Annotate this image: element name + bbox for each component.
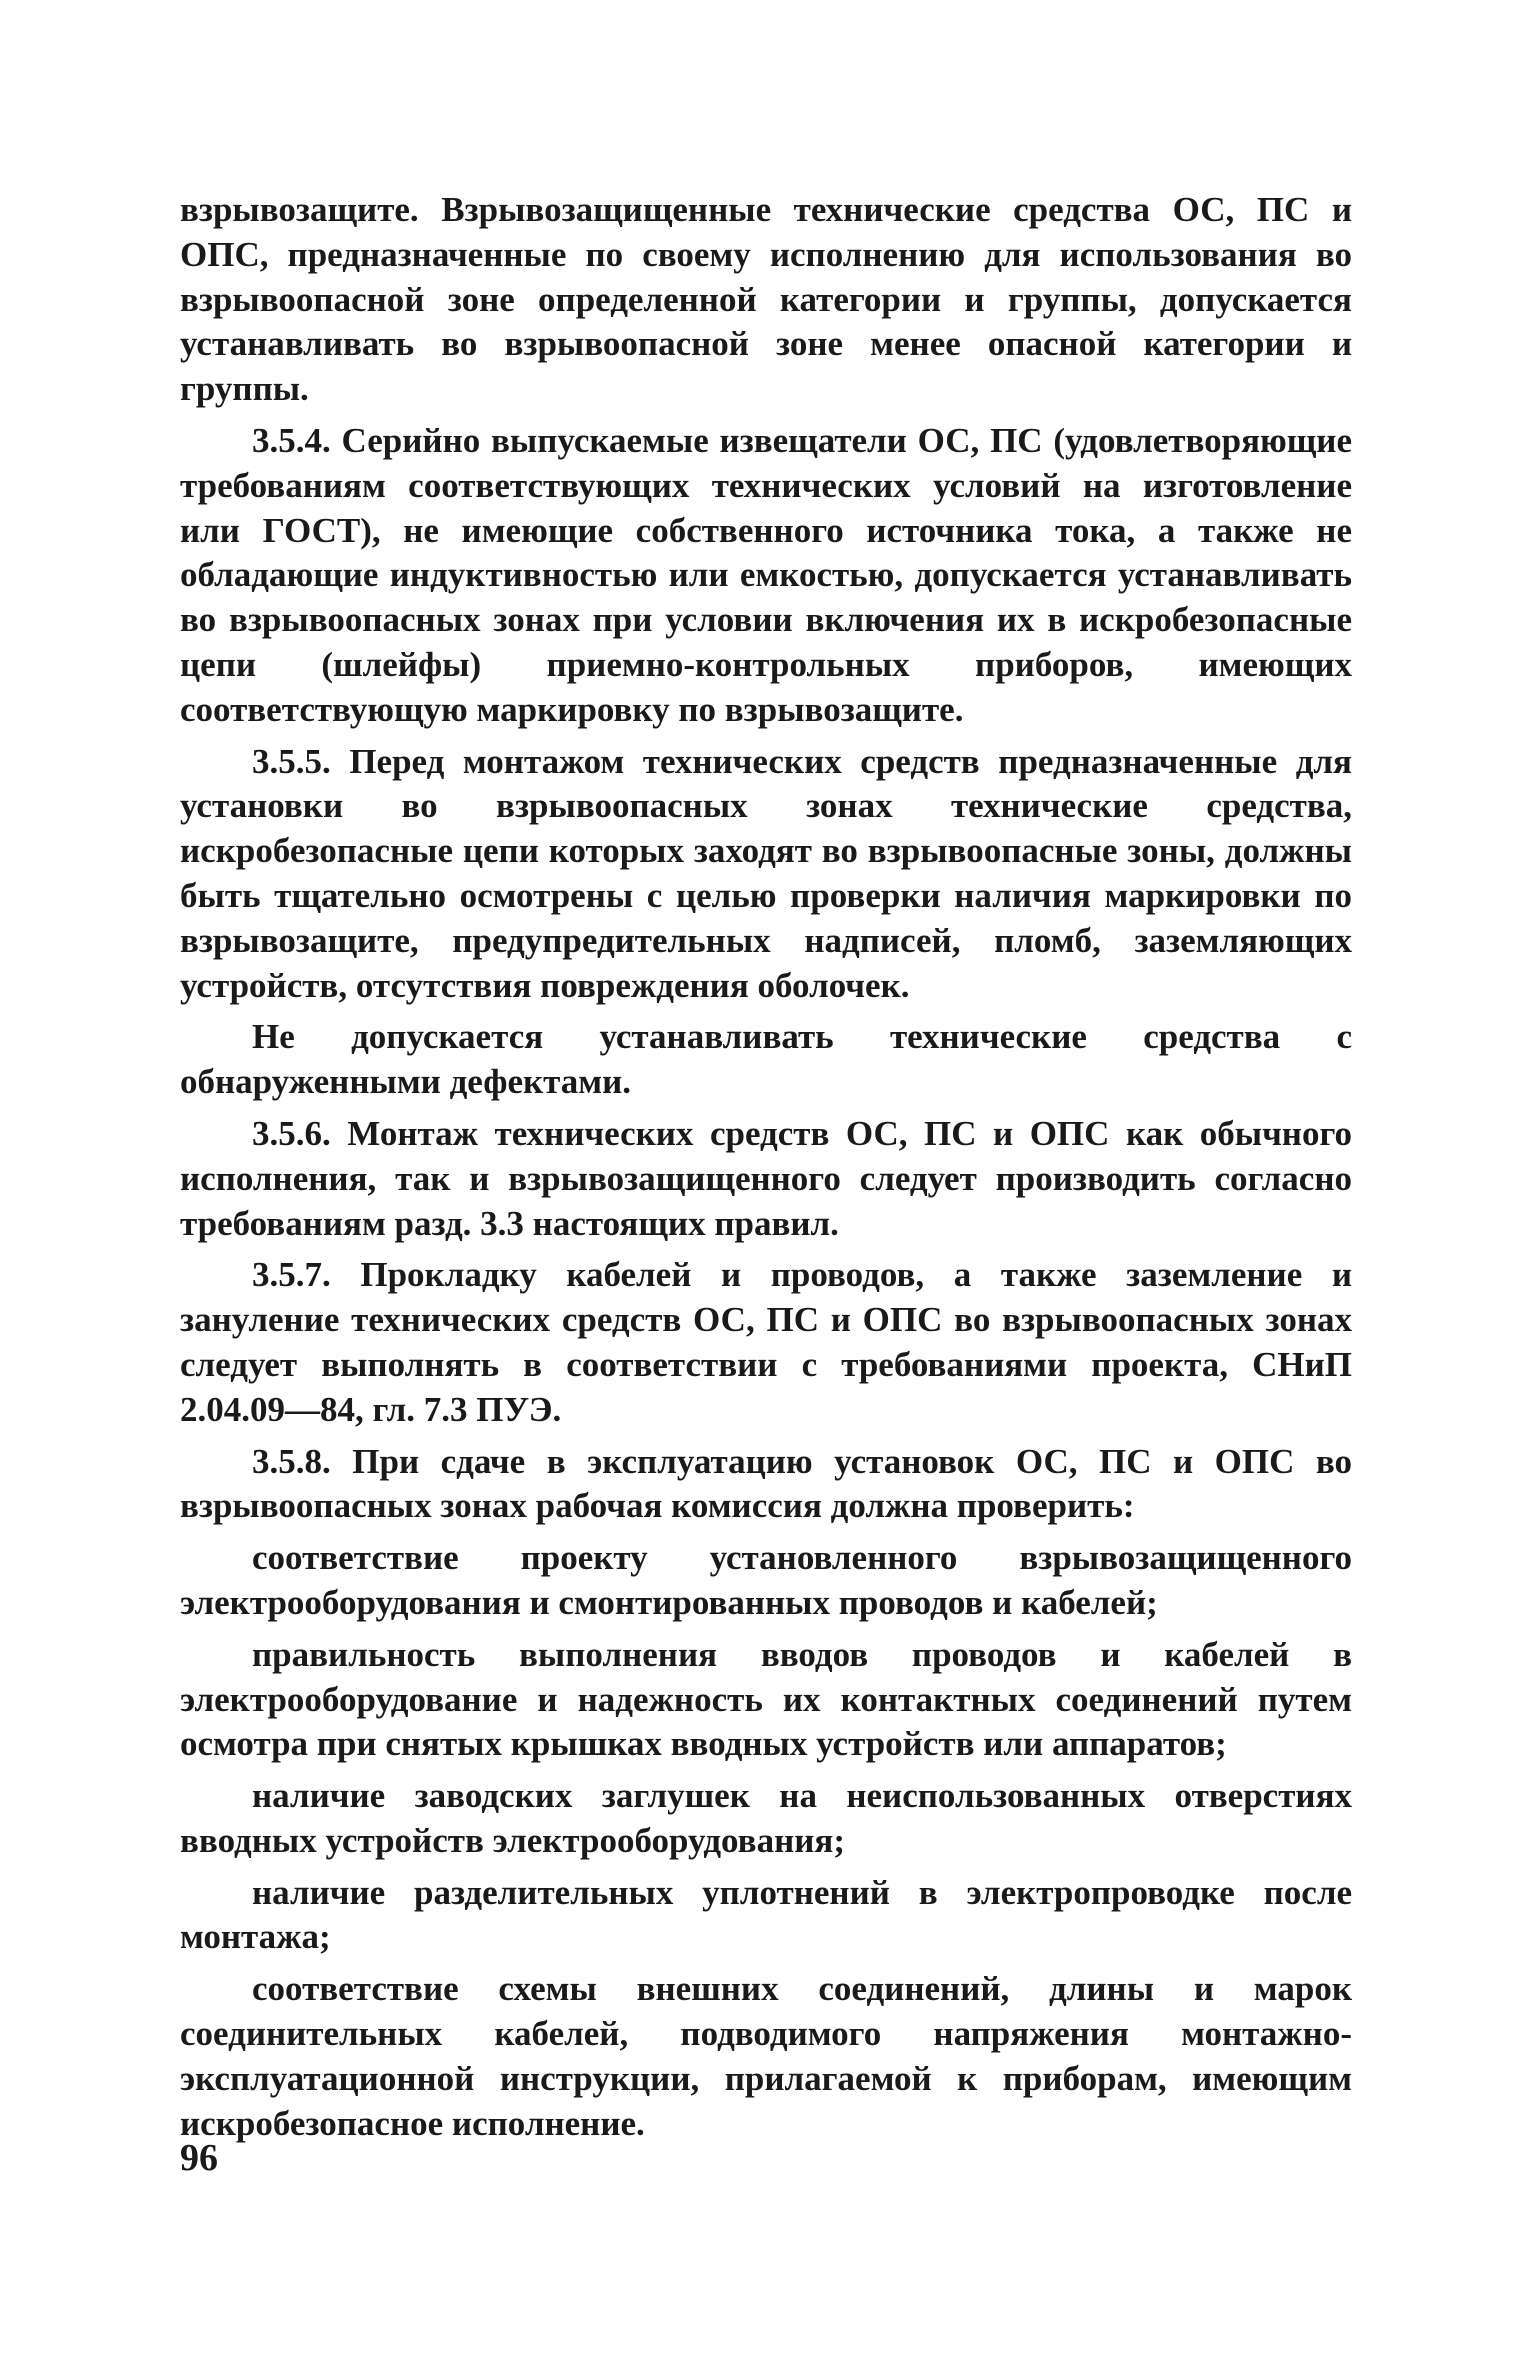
section-3-5-5 (180, 740, 1352, 1009)
section-number: 3.5.8. (252, 1441, 331, 1481)
section-number: 3.5.4. (252, 420, 331, 460)
section-text: Монтаж технических средств ОС, ПС и ОПС как обычного исполнения, так и взрывозащищенного следует производить согласно требованиям разд. 3.3 настоящих правил. (180, 1113, 1353, 1243)
page-number: 96 (180, 2137, 218, 2179)
checklist-item: правильность выполнения вводов проводов и кабелей в электрооборудование и надежность их контактных соединений путем осмотра при снятых крышках вводных устройств или аппаратов; (180, 1634, 1352, 1764)
paragraph-continuation: взрывозащите. Взрывозащищенные технические средства ОС, ПС и ОПС, предназначенные по своему исполнению для использования во взрывоопасной зоне определенной категории и группы, допускается устанавливать во взрывоопасной зоне менее опасной категории и группы. (180, 190, 1352, 409)
section-3-5-8 (180, 1440, 1352, 1530)
document-page (180, 188, 1352, 2146)
section-3-5-6 (180, 1112, 1352, 1246)
paragraph-defects: Не допускается устанавливать технические средства с обнаруженными дефектами. (180, 1017, 1352, 1102)
section-text: Прокладку кабелей и проводов, а также заземление и зануление технических средств ОС, ПС и ОПС во взрывоопасных зонах следует выполнять в соответствии с требованиями проекта, СНиП 2.04.09—84, гл. 7.3 ПУЭ. (180, 1255, 1352, 1429)
checklist-item: соответствие схемы внешних соединений, длины и марок соединительных кабелей, подводимого напряжения монтажно-эксплуатационной инструкции, прилагаемой к приборам, имеющим искробезопасное исполнение. (180, 1969, 1352, 2143)
section-number: 3.5.6. (252, 1113, 331, 1153)
section-text: При сдаче в эксплуатацию установок ОС, ПС и ОПС во взрывоопасных зонах рабочая комиссия должна проверить: (180, 1441, 1353, 1526)
section-text: Серийно выпускаемые извещатели ОС, ПС (удовлетворяющие требованиям соответствующих технических условий на изготовление или ГОСТ), не имеющие собственного источника тока, а также не обладающие индуктивностью или емкостью, допускается устанавливать во взрывоопасных зонах при условии включения их в искробезопасные цепи (шлейфы) приемно-контрольных приборов, имеющих соответствующую маркировку по взрывозащите. (180, 420, 1352, 729)
section-number: 3.5.5. (252, 741, 331, 781)
section-3-5-7 (180, 1253, 1352, 1432)
section-3-5-4 (180, 419, 1352, 733)
checklist-item: наличие заводских заглушек на неиспользованных отверстиях вводных устройств электрооборудования; (180, 1776, 1352, 1860)
checklist-item: соответствие проекту установленного взрывозащищенного электрооборудования и смонтированных проводов и кабелей; (180, 1538, 1352, 1622)
section-number: 3.5.7. (252, 1255, 331, 1295)
section-text: Перед монтажом технических средств предназначенные для установки во взрывоопасных зонах технические средства, искробезопасные цепи которых заходят во взрывоопасные зоны, должны быть тщательно осмотрены с целью проверки наличия маркировки по взрывозащите, предупредительных надписей, пломб, заземляющих устройств, отсутствия повреждения оболочек. (180, 741, 1352, 1005)
checklist-item: наличие разделительных уплотнений в электропроводке после монтажа; (180, 1872, 1352, 1957)
